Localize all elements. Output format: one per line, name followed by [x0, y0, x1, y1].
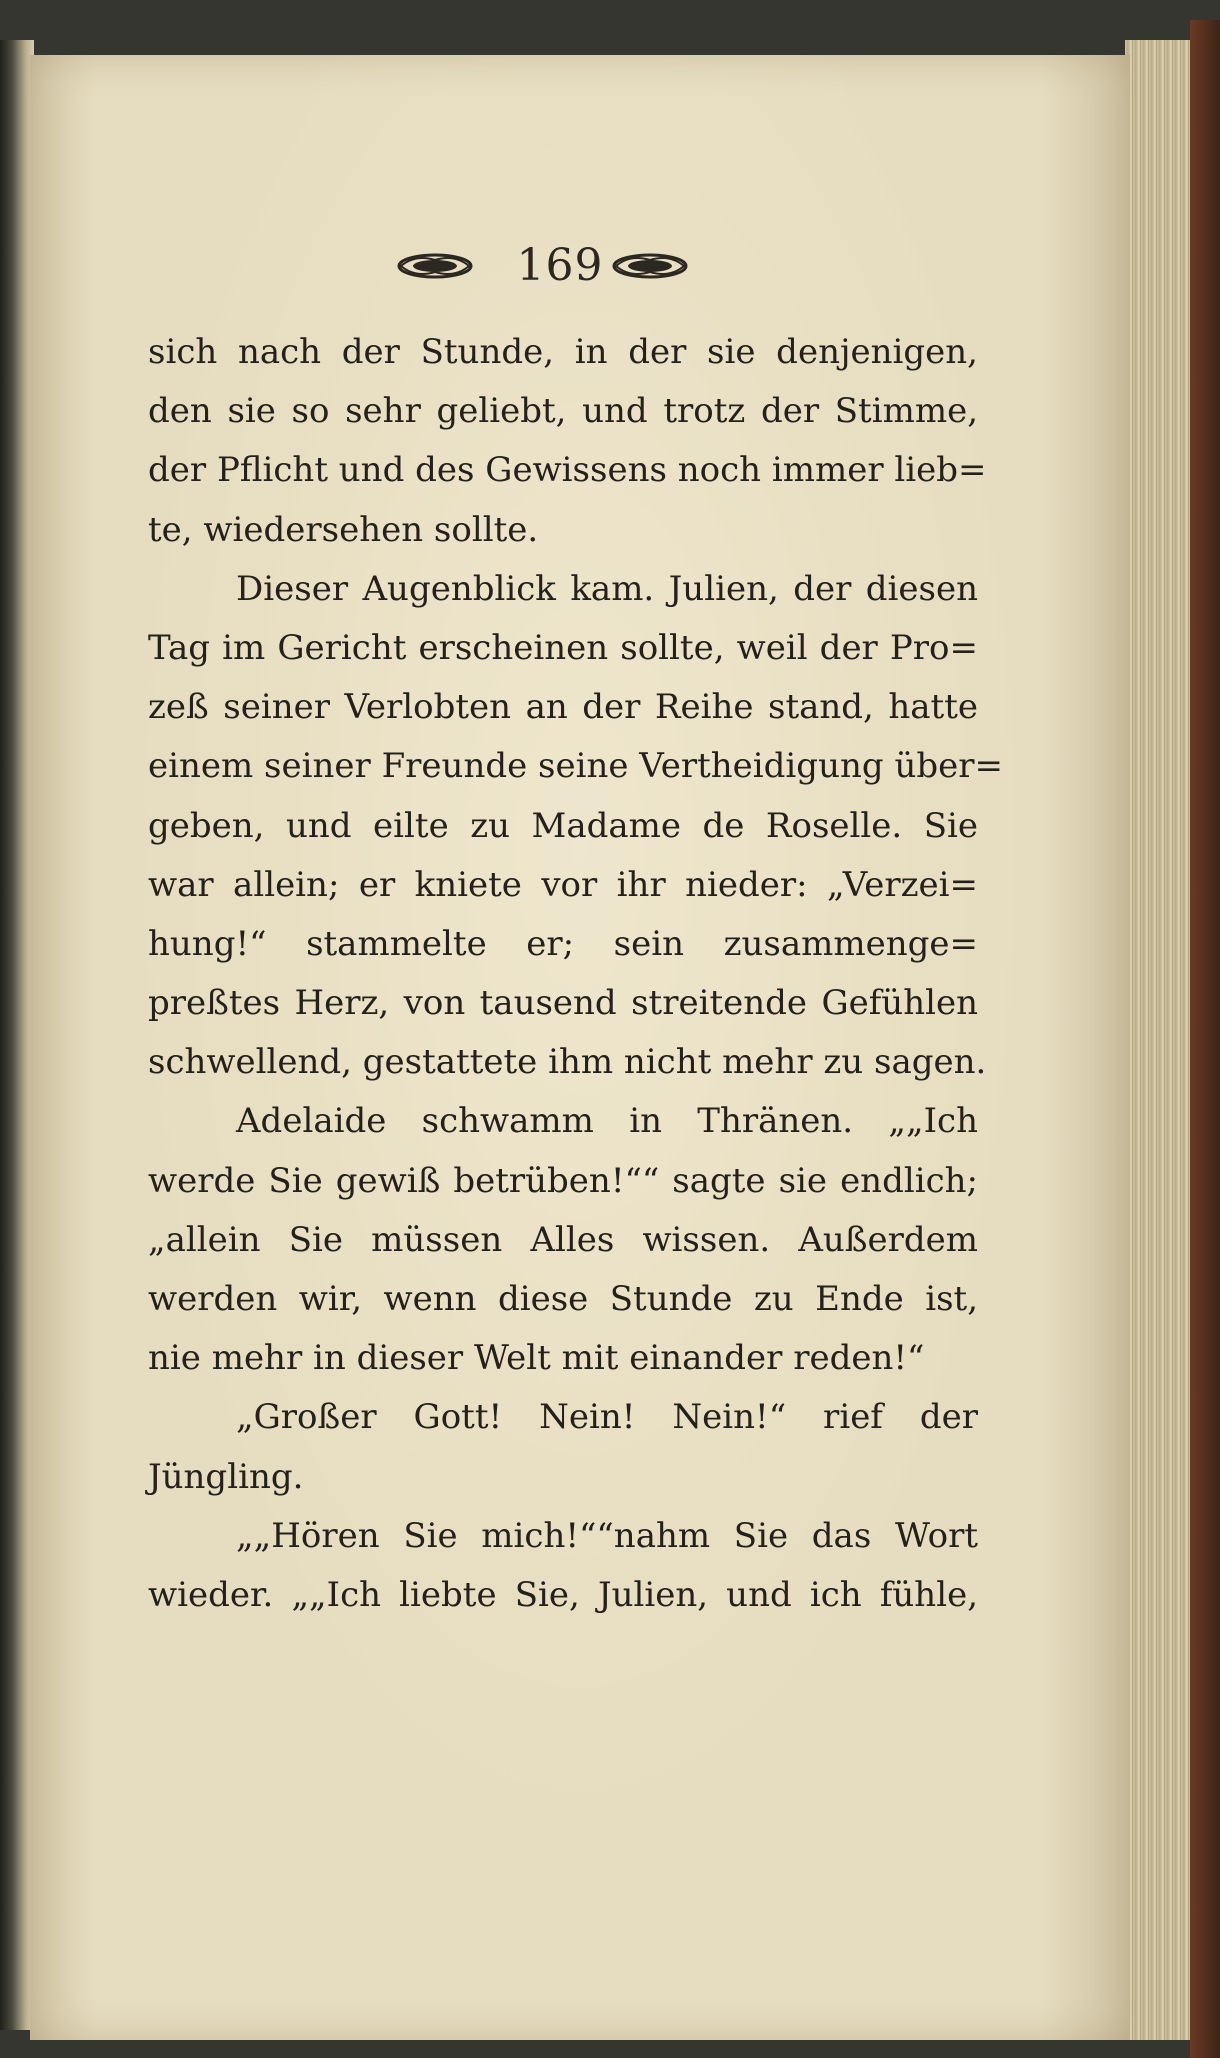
text-line: schwellend, gestattete ihm nicht mehr zu sagen.: [148, 1042, 987, 1083]
text-line: geben, und eilte zu Madame de Roselle. Sie: [148, 805, 978, 846]
text-line: werde Sie gewiß betrüben!““ sagte sie endlich;: [148, 1160, 978, 1201]
page-stack-edges: [1125, 40, 1199, 2040]
text-line: hung!“ stammelte er; sein zusammenge=: [148, 923, 978, 964]
text-line: sich nach der Stunde, in der sie denjenigen,: [148, 332, 978, 372]
text-line: „allein Sie müssen Alles wissen. Außerdem: [148, 1219, 978, 1260]
text-line: te, wiedersehen sollte.: [148, 509, 539, 550]
text-line: den sie so sehr geliebt, und trotz der Stimme,: [148, 391, 978, 432]
right-ornament-icon: [610, 250, 690, 282]
text-line: wieder. „„Ich liebte Sie, Julien, und ich fühle,: [148, 1574, 978, 1615]
facing-page-edge: [0, 40, 34, 2030]
page-header: [30, 240, 1130, 300]
text-line: „„Hören Sie mich!““nahm Sie das Wort: [236, 1515, 978, 1556]
text-line: „Großer Gott! Nein! Nein!“ rief der: [236, 1397, 978, 1438]
text-line: der Pflicht und des Gewissens noch immer lieb=: [148, 450, 987, 491]
text-line: nie mehr in dieser Welt mit einander reden!“: [148, 1338, 925, 1379]
text-line: Jüngling.: [148, 1456, 304, 1497]
text-line: einem seiner Freunde seine Vertheidigung über=: [148, 746, 1003, 787]
book-page: [30, 55, 1130, 2040]
book-cover-edge: [1190, 20, 1220, 2058]
text-line: zeß seiner Verlobten an der Reihe stand, hatte: [148, 687, 978, 728]
left-ornament-icon: [395, 250, 475, 282]
text-line: war allein; er kniete vor ihr nieder: „Verzei=: [148, 864, 978, 905]
page-number: 169: [516, 240, 604, 291]
text-line: werden wir, wenn diese Stunde zu Ende ist,: [148, 1279, 978, 1319]
text-line: Adelaide schwamm in Thränen. „„Ich: [236, 1101, 978, 1142]
text-line: Tag im Gericht erscheinen sollte, weil der Pro=: [148, 627, 978, 668]
body-text: [148, 323, 1003, 1625]
text-line: Dieser Augenblick kam. Julien, der diesen: [236, 568, 978, 609]
text-line: preßtes Herz, von tausend streitende Gefühlen: [148, 983, 978, 1024]
